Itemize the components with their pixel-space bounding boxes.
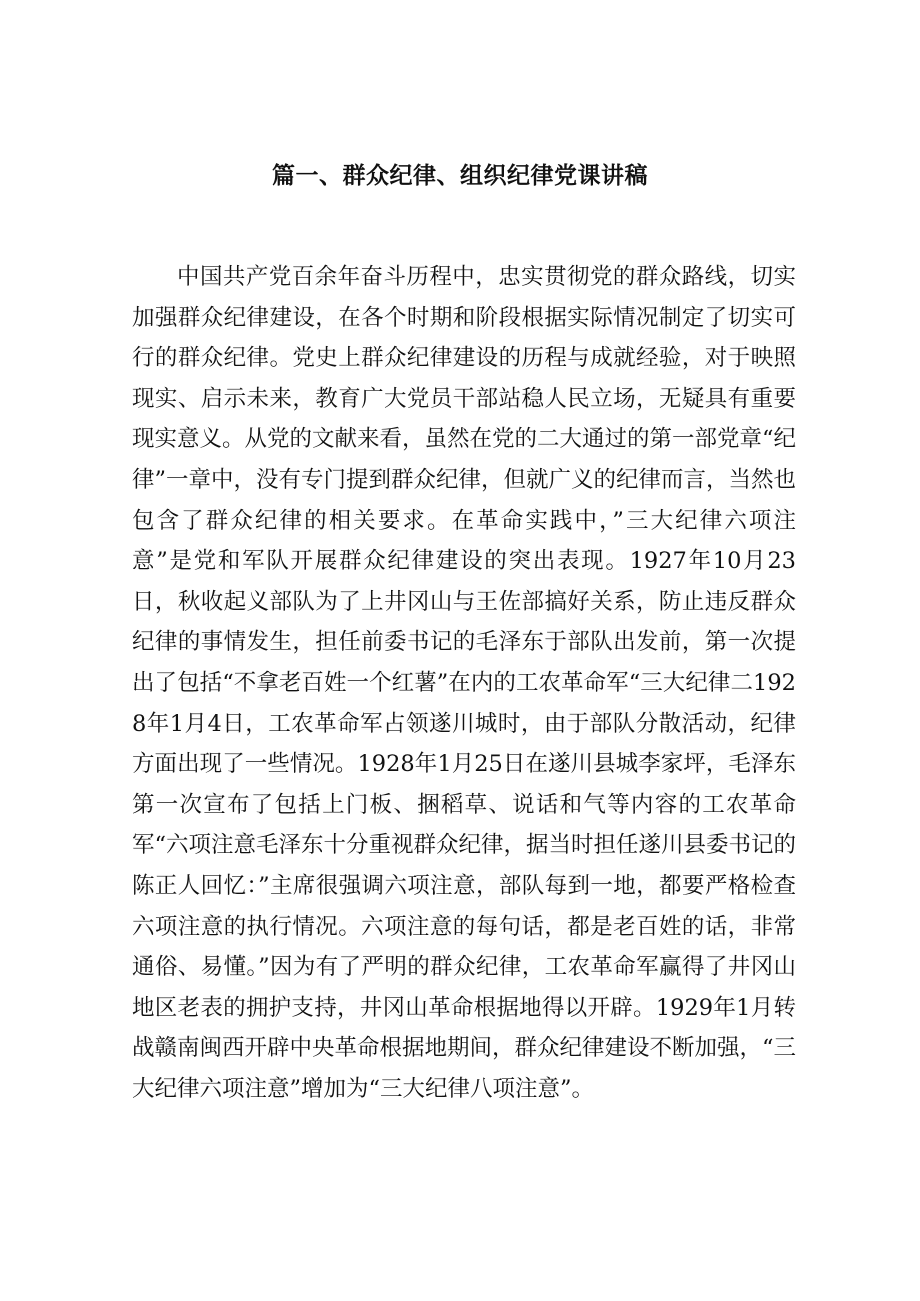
body-paragraph: 中国共产党百余年奋斗历程中，忠实贯彻党的群众路线，切实加强群众纪律建设，在各个时期和阶段根据实际情况制定了切实可行的群众纪律。党史上群众纪律建设的历程与成就经验，对于映照现实、启示未来，教育广大党员干部站稳人民立场，无疑具有重要现实意义。从党的文献来看，虽然在党的二大通过的第一部党章“纪律”一章中，没有专门提到群众纪律，但就广义的纪律而言，当然也包含了群众纪律的相关要求。在革命实践中，”三大纪律六项注意”是党和军队开展群众纪律建设的突出表现。1927年10月23日，秋收起义部队为了上井冈山与王佐部搞好关系，防止违反群众纪律的事情发生，担任前委书记的毛泽东于部队出发前，第一次提出了包括“不拿老百姓一个红薯”在内的工农革命军“三大纪律二1928年1月4日，工农革命军占领遂川城时，由于部队分散活动，纪律方面出现了一些情况。1928年1月25日在遂川县城李家坪，毛泽东第一次宣布了包括上门板、捆稻草、说话和气等内容的工农革命军“六项注意毛泽东十分重视群众纪律，据当时担任遂川县委书记的陈正人回忆：”主席很强调六项注意，部队每到一地，都要严格检查六项注意的执行情况。六项注意的每句话，都是老百姓的话，非常通俗、易懂。”因为有了严明的群众纪律，工农革命军赢得了井冈山地区老表的拥护支持，井冈山革命根据地得以开辟。1929年1月转战赣南闽西开辟中央革命根据地期间，群众纪律建设不断加强，“三大纪律六项注意”增加为“三大纪律八项注意”。 <box>132 264 797 1102</box>
document-title: 篇一、群众纪律、组织纪律党课讲稿 <box>272 163 648 189</box>
